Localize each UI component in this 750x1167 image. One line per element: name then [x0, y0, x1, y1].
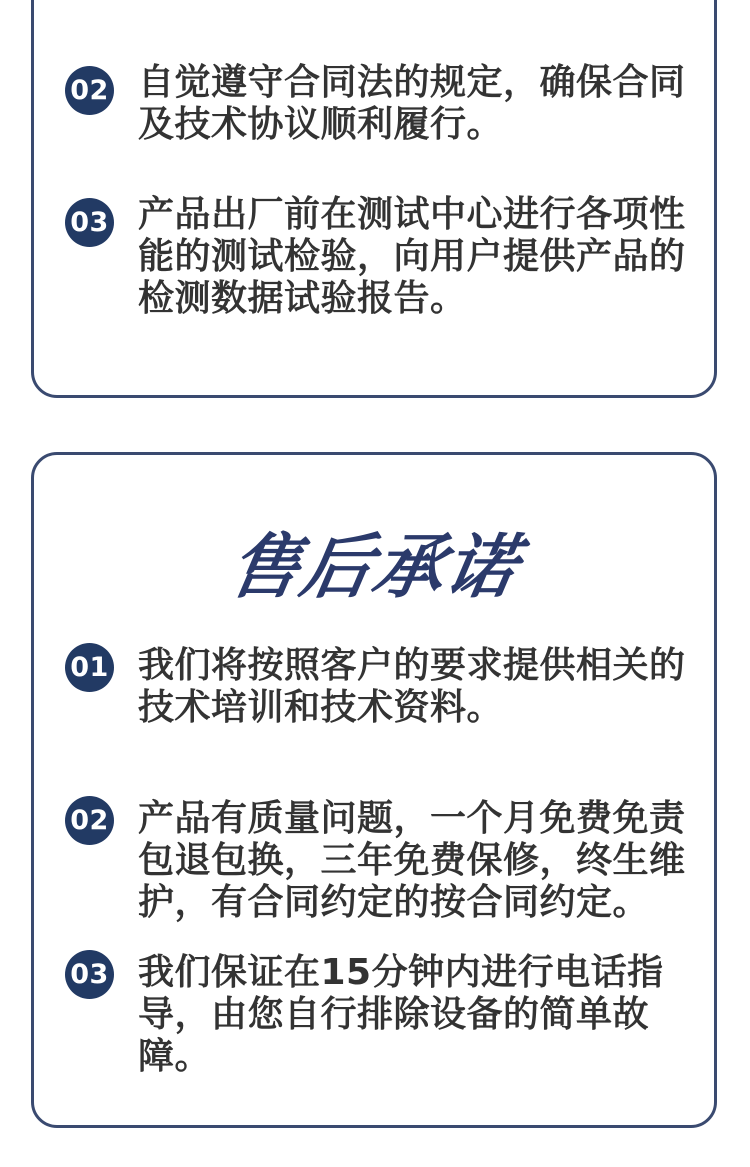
list-item-text — [138, 798, 686, 924]
list-item-text — [138, 645, 686, 729]
text-line: 包退包换，三年免费保修，终生维 — [138, 840, 686, 881]
text-line: 能的测试检验，向用户提供产品的 — [138, 236, 686, 277]
item-number-badge: 03 — [65, 198, 114, 247]
item-number-badge: 02 — [65, 66, 114, 115]
text-line: 检测数据试验报告。 — [138, 278, 467, 319]
text-line: 障。 — [138, 1036, 212, 1077]
text-line: 技术培训和技术资料。 — [138, 687, 504, 728]
list-item-text — [138, 194, 686, 320]
item-number-badge: 02 — [65, 796, 114, 845]
text-line: 产品有质量问题，一个月免费免责 — [138, 798, 686, 839]
text-line: 我们将按照客户的要求提供相关的 — [138, 645, 686, 686]
item-number-badge: 01 — [65, 643, 114, 692]
text-line: 我们保证在15分钟内进行电话指 — [138, 952, 664, 993]
text-line: 护，有合同约定的按合同约定。 — [138, 882, 650, 923]
text-line: 自觉遵守合同法的规定，确保合同 — [138, 62, 686, 103]
text-line: 产品出厂前在测试中心进行各项性 — [138, 194, 686, 235]
list-item-text — [138, 62, 686, 146]
after-sales-card — [31, 452, 717, 1128]
text-line: 导，由您自行排除设备的简单故 — [138, 994, 650, 1035]
quality-commitment-card — [31, 0, 717, 398]
after-sales-title: 售后承诺 — [222, 526, 526, 608]
item-number-badge: 03 — [65, 950, 114, 999]
list-item-text — [138, 952, 664, 1078]
text-line: 及技术协议顺利履行。 — [138, 104, 504, 145]
